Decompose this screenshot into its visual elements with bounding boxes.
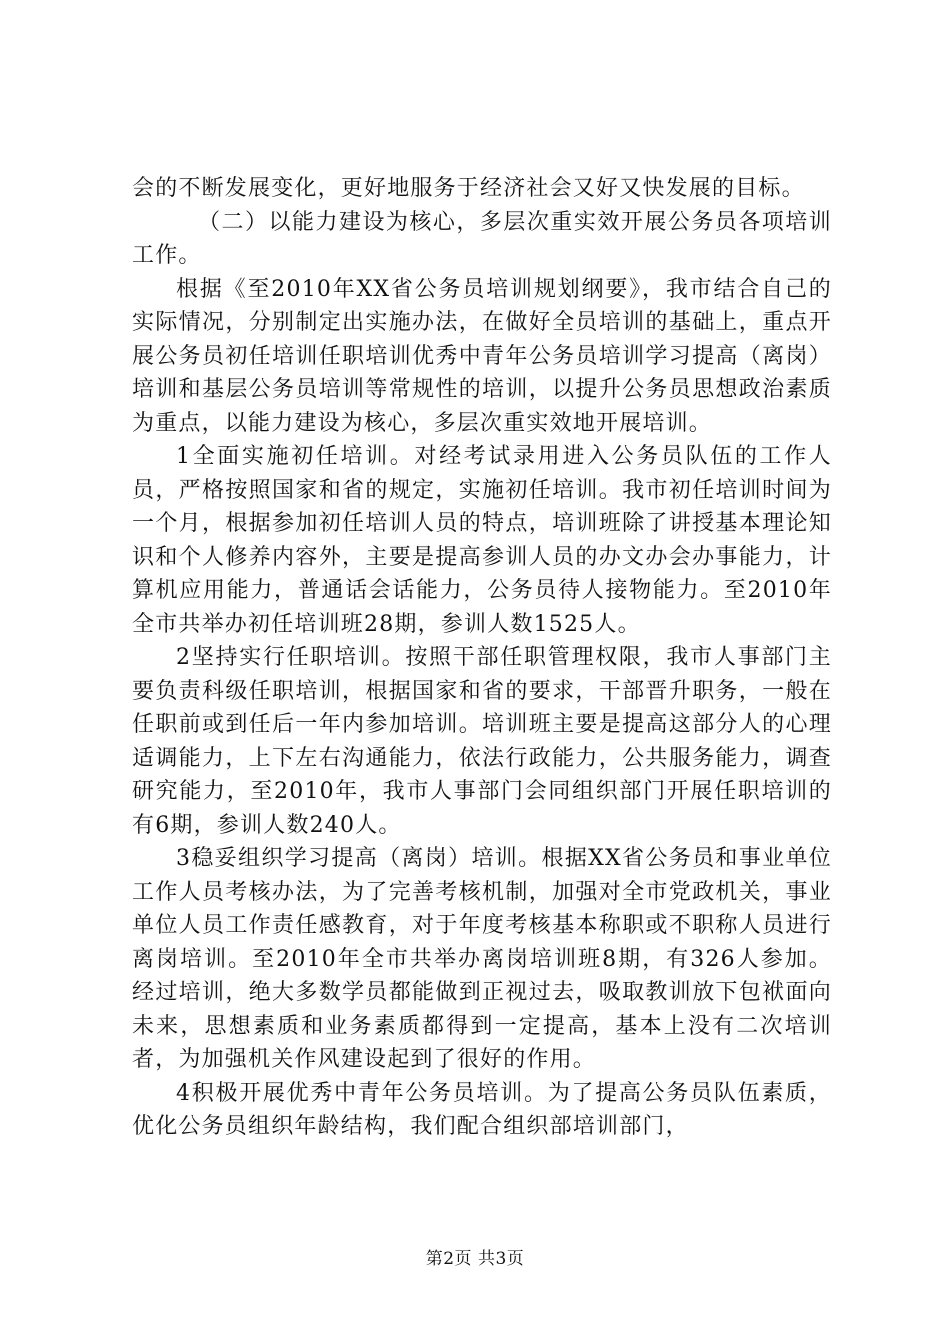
paragraph-item-2: 2坚持实行任职培训。按照干部任职管理权限，我市人事部门主要负责科级任职培训，根据国家和省的要求，干部晋升职务，一般在任职前或到任后一年内参加培训。培训班主要是提高这部分人的心理适调能力，上下左右沟通能力，依法行政能力，公共服务能力，调查研究能力，至2010年，我市人事部门会同组织部门开展任职培训的有6期，参训人数240人。 bbox=[132, 645, 832, 838]
page-number-footer: 第2页 共3页 bbox=[425, 1249, 525, 1269]
paragraph-continuation: 会的不断发展变化，更好地服务于经济社会又好又快发展的目标。 bbox=[132, 176, 805, 201]
paragraph-item-1: 1全面实施初任培训。对经考试录用进入公务员队伍的工作人员，严格按照国家和省的规定，实施初任培训。我市初任培训时间为一个月，根据参加初任培训人员的特点，培训班除了讲授基本理论知识和个人修养内容外，主要是提高参训人员的办文办会办事能力，计算机应用能力，普通话会话能力，公务员待人接物能力。至2010年全市共举办初任培训班28期，参训人数1525人。 bbox=[132, 444, 832, 637]
document-body bbox=[132, 172, 832, 1144]
section-heading: （二）以能力建设为核心，多层次重实效开展公务员各项培训工作。 bbox=[132, 209, 832, 268]
paragraph-item-3: 3稳妥组织学习提高（离岗）培训。根据XX省公务员和事业单位工作人员考核办法，为了完善考核机制，加强对全市党政机关，事业单位人员工作责任感教育，对于年度考核基本称职或不职称人员进行离岗培训。至2010年全市共举办离岗培训班8期，有326人参加。经过培训，绝大多数学员都能做到正视过去，吸取教训放下包袱面向未来，思想素质和业务素质都得到一定提高，基本上没有二次培训者，为加强机关作风建设起到了很好的作用。 bbox=[132, 846, 832, 1072]
paragraph-item-4: 4积极开展优秀中青年公务员培训。为了提高公务员队伍素质，优化公务员组织年龄结构，我们配合组织部培训部门， bbox=[132, 1080, 832, 1139]
paragraph-intro: 根据《至2010年XX省公务员培训规划纲要》，我市结合自己的实际情况，分别制定出实施办法，在做好全员培训的基础上，重点开展公务员初任培训任职培训优秀中青年公务员培训学习提高（离岗）培训和基层公务员培训等常规性的培训，以提升公务员思想政治素质为重点，以能力建设为核心，多层次重实效地开展培训。 bbox=[132, 276, 832, 436]
